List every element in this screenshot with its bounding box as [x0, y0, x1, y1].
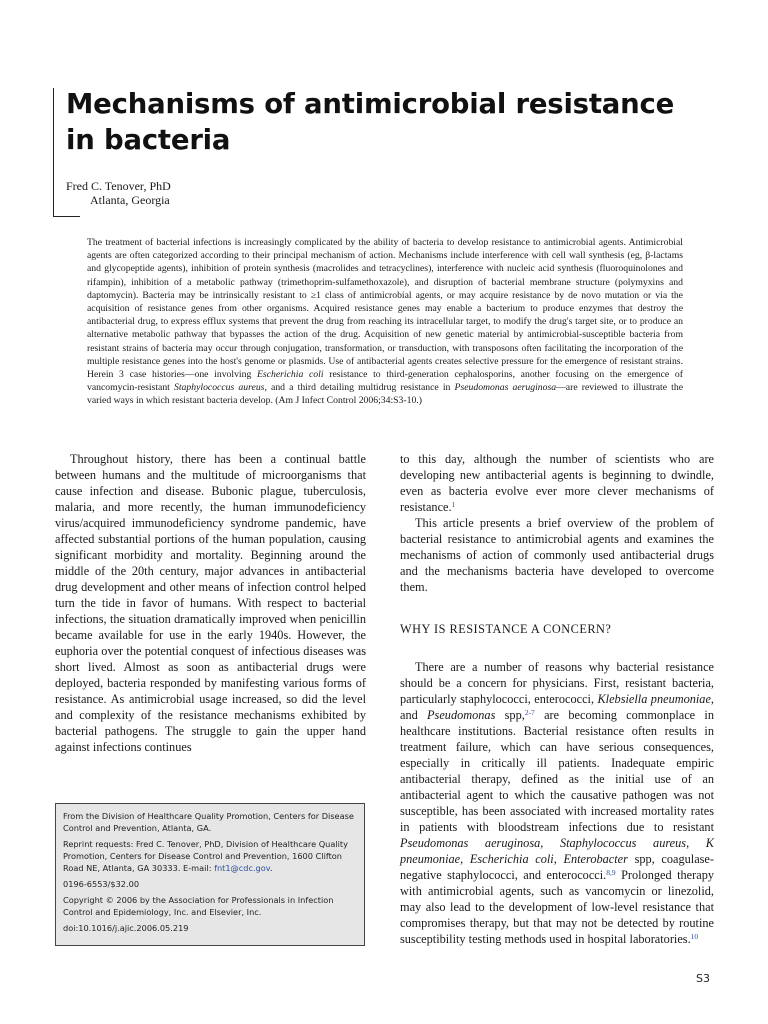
author-name: Fred C. Tenover, PhD	[66, 179, 171, 193]
title-rule-vertical	[53, 88, 54, 216]
abstract-text: The treatment of bacterial infections is increasingly complicated by the ability of bacteria to develop resistance to antimicrobial agents. Antimicrobial agents are often categorized according to their principal mechanism of action. Mechanisms include interference with cell wall synthesis (eg, β-lactams and glycopeptide agents), inhibition of protein synthesis (macrolides and tetracyclines), interference with nucleic acid synthesis (fluoroquinolones and rifampin), inhibition of a metabolic pathway (trimethoprim-sulfamethoxazole), and disruption of bacterial membrane structure (polymyxins and daptomycin). Bacteria may be intrinsically resistant to ≥1 class of antimicrobial agents, or may acquire resistance by de novo mutation or via the acquisition of resistance genes from other organisms. Acquired resistance genes may enable a bacterium to produce enzymes that destroy the antibacterial drug, to express efflux systems that prevent the drug from reaching its intracellular target, to modify the drug's target site, or to produce an alternative metabolic pathway that bypasses the action of the drug. Acquisition of new genetic material by antimicrobial-susceptible bacteria from resistant strains of bacteria may occur through conjugation, transformation, or transduction, with transposons often facilitating the incorporation of the multiple resistance genes into the host's genome or plasmids. Use of antibacterial agents creates selective pressure for the emergence of resistant strains. Herein 3 case histories—one involving	[87, 237, 683, 381]
body-text: are becoming commonplace in healthcare institutions. Bacterial resistance often results in treatment failure, which can have serious consequences, especially in critically ill patients. Inadequate empiric antibacterial therapy, defined as the initial use of an antibacterial agent to which the causative pathogen was not susceptible, has been associated with increased mortality rates in patients with bloodstream infections due to resistant	[400, 708, 714, 834]
abstract	[87, 236, 683, 408]
doi-text: doi:10.1016/j.ajic.2006.05.219	[63, 923, 189, 933]
body-text: Prolonged therapy with antimicrobial agents, such as vancomycin or linezolid, may also lead to the development of low-level resistance that compromises therapy, but that may not be detected by routine susceptibility testing methods used in hospital laboratories.	[400, 868, 714, 946]
abstract-text: —are reviewed to illustrate the varied ways in which resistant bacteria develop. (Am J Infect Control 2006;34:S3-10.)	[87, 382, 684, 407]
abstract-text: , and a third detailing multidrug resistance in	[264, 382, 455, 394]
body-paragraph: Throughout history, there has been a continual battle between humans and the multitude of microorganisms that cause infection and disease. Bubonic plague, tuberculosis, malaria, and more recently, the human immunodeficiency virus/acquired immunodeficiency syndrome pandemic, have affected substantial portions of the human population, causing significant morbidity and mortality. Beginning around the middle of the 20th century, major advances in antibacterial drug development and other means of infection control helped turn the tide in favor of humans. With respect to bacterial infections, the situation dramatically improved when penicillin became available for use in the early 1940s. However, the euphoria over the potential conquest of infectious diseases was short lived. Almost as soon as antibacterial drugs were deployed, bacteria responded by manifesting various forms of resistance. As antimicrobial usage increased, so did the level and complexity of the resistance mechanisms exhibited by bacterial pathogens. The struggle to gain the upper hand against infections continues	[55, 452, 366, 754]
reference-link[interactable]: 8,9	[606, 868, 616, 877]
body-text: ,	[460, 852, 470, 866]
price-code: 0196-6553/$32.00	[63, 879, 140, 889]
body-paragraph: This article presents a brief overview of the problem of bacterial resistance to antimicrobial agents and examines the mechanisms of action of commonly used antibacterial drugs and the mechanisms bacteria have developed to overcome them.	[400, 516, 714, 594]
article-title	[66, 86, 706, 158]
organism-name: Pseudomonas	[427, 708, 496, 722]
organism-name: Klebsiella pneumoniae	[597, 692, 711, 706]
body-text: There are a number of reasons why bacterial resistance should be a concern for physicians. First, resistant bacteria, particularly staphylococci, enterococci,	[400, 660, 714, 706]
reference-link[interactable]: 2-7	[524, 708, 535, 717]
body-text: ,	[540, 836, 560, 850]
organism-name: Enterobacter	[563, 852, 628, 866]
organism-name: Pseudomonas aeruginosa	[400, 836, 541, 850]
organism-name: K pneumoniae	[400, 836, 714, 866]
reprint-text: .	[269, 863, 273, 873]
title-line-1: Mechanisms of antimicrobial resistance	[66, 88, 675, 120]
body-text: to this day, although the number of scientists who are developing new antibacterial agents is beginning to dwindle, even as bacteria evolve ever more clever mechanisms of resistance.	[400, 452, 714, 514]
reference-link[interactable]: 10	[690, 932, 699, 941]
body-column-left	[55, 451, 366, 755]
affiliation-box	[55, 803, 365, 946]
reference-link[interactable]: 1	[451, 500, 456, 509]
body-text: spp, coagulase-negative staphylococci, and enterococci.	[400, 852, 714, 882]
organism-name: Staphylococcus aureus	[559, 836, 687, 850]
body-column-right	[400, 451, 714, 947]
title-rule-horizontal	[53, 216, 80, 217]
organism-name: Escherichia coli	[469, 852, 554, 866]
email-link[interactable]: fnt1@cdc.gov	[214, 863, 270, 873]
page-number: S3	[696, 972, 710, 985]
body-text: spp,	[495, 708, 525, 722]
section-heading: WHY IS RESISTANCE A CONCERN?	[400, 622, 612, 636]
affiliation-text: From the Division of Healthcare Quality Promotion, Centers for Disease Control and Prevention, Atlanta, GA.	[63, 811, 354, 833]
reprint-text: Reprint requests: Fred C. Tenover, PhD, Division of Healthcare Quality Promotion, Centers for Disease Control and Prevention, 1600 Clifton Road NE, Atlanta, GA 30333. E-mail:	[63, 839, 348, 873]
abstract-italic: Escherichia coli	[257, 369, 324, 381]
title-line-2: in bacteria	[66, 124, 231, 156]
body-text: , and	[400, 692, 714, 722]
copyright-text: Copyright © 2006 by the Association for Professionals in Infection Control and Epidemiology, Inc. and Elsevier, Inc.	[63, 895, 334, 917]
body-paragraph	[400, 659, 714, 947]
reprint-requests	[63, 838, 357, 874]
abstract-italic: Pseudomonas aeruginosa	[454, 382, 557, 394]
body-text: ,	[686, 836, 706, 850]
body-text: ,	[553, 852, 564, 866]
author-location: Atlanta, Georgia	[90, 193, 170, 207]
body-paragraph	[400, 451, 714, 515]
abstract-italic: Staphylococcus aureus	[174, 382, 265, 394]
abstract-text: resistance to third-generation cephalosporins, another focusing on the emergence of vancomycin-resistant	[87, 369, 683, 394]
